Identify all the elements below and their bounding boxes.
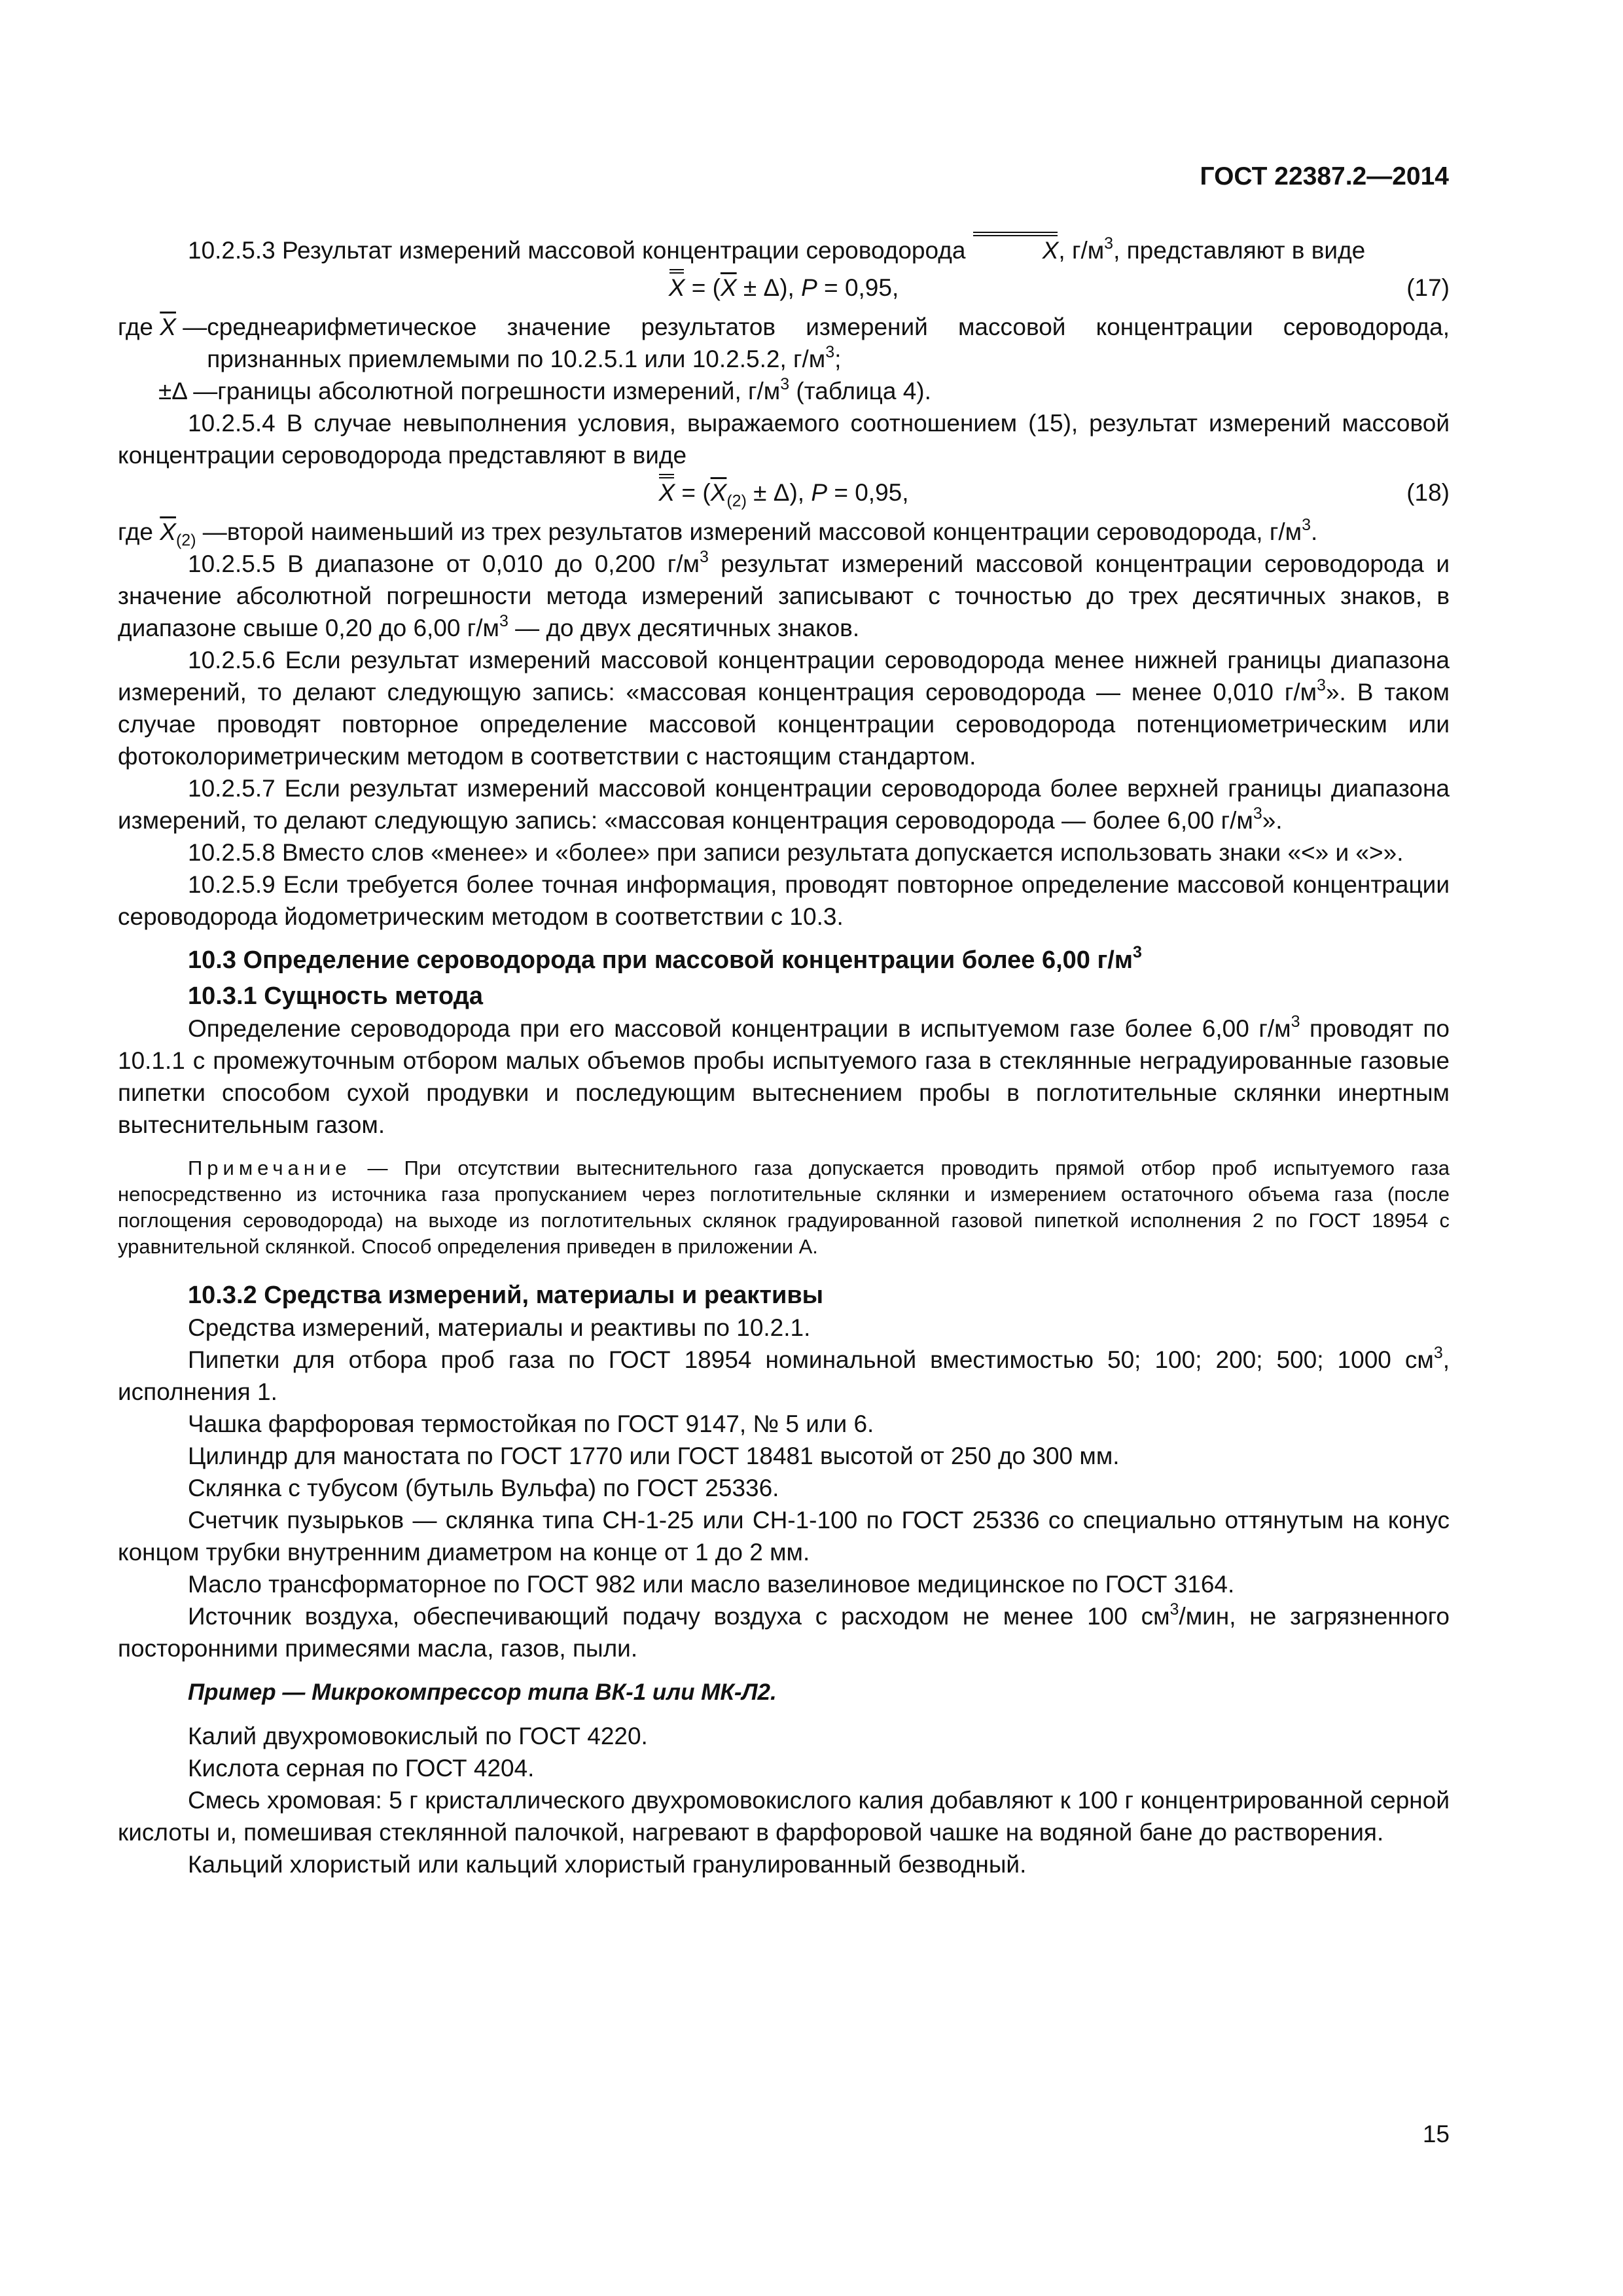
paragraph-10-2-5-3 (118, 234, 1450, 266)
list-item: Калий двухромовокислый по ГОСТ 4220. (188, 1723, 648, 1749)
paragraph-10-2-5-7 (118, 772, 1450, 836)
section-heading-10-3-2: 10.3.2 Средства измерений, материалы и реактивы (188, 1282, 824, 1309)
text: Определение сероводорода при его массовой концентрации в испытуемом газе более 6,00 г/м (188, 1015, 1291, 1042)
variable-p: P (801, 274, 817, 301)
text: результат измерений массовой концентрации сероводорода и значение абсолютной погрешности метода измерений записывают с точностью до трех десятичных знаков, в диапазоне свыше 0,20 до 6,00 г/м (118, 550, 1450, 641)
definition-term: ±Δ — (158, 378, 218, 404)
text: (таблица 4). (789, 378, 931, 404)
text: = 0,95, (817, 274, 899, 301)
note-text: — При отсутствии вытеснительного газа допускается проводить прямой отбор проб испытуемого газа непосредственно из источника газа пропусканием через поглотительные склянки и измерением остаточного объема газа (после поглощения сероводорода) на выходе из поглотительных склянок градуированной газовой пипеткой исполнения 2 по ГОСТ 18954 с уравнительной склянкой. Способ определения приведен в приложении А. (118, 1157, 1450, 1258)
formula-number: (17) (1406, 274, 1450, 301)
variable-x-bar: $\overline{X}$ (160, 518, 176, 545)
superscript: 3 (825, 342, 835, 361)
note (118, 1155, 1450, 1260)
list-item: Склянка с тубусом (бутыль Вульфа) по ГОСТ 25336. (188, 1475, 779, 1501)
text: 10.2.5.7 Если результат измерений массовой концентрации сероводорода более верхней границы диапазона измерений, то делают следующую запись: «массовая концентрация сероводорода — более 6,00 г/м (118, 775, 1450, 834)
page-number: 15 (1422, 2121, 1450, 2147)
superscript: 3 (1253, 804, 1262, 823)
text: 10.3 Определение сероводорода при массовой концентрации более 6,00 г/м (188, 946, 1133, 974)
subscript: (2) (726, 492, 747, 511)
text: , представляют в виде (1113, 237, 1366, 264)
superscript: 3 (1132, 943, 1142, 962)
list-item: Цилиндр для маностата по ГОСТ 1770 или ГОСТ 18481 высотой от 250 до 300 мм. (188, 1443, 1120, 1469)
text: , исполнения 1. (118, 1346, 1450, 1405)
text: ± Δ), (736, 274, 802, 301)
text: = 0,95, (827, 479, 909, 506)
text: = ( (675, 479, 711, 506)
superscript: 3 (1302, 515, 1311, 534)
variable-x-bar: $\overline{X}$ (710, 479, 727, 506)
definition-delta (118, 375, 1450, 407)
text: — (175, 314, 207, 340)
subscript: (2) (175, 531, 196, 550)
text: /мин, не загрязненного посторонними примесями масла, газов, пыли. (118, 1603, 1450, 1662)
variable-x-double-bar: X (669, 272, 685, 304)
text: второй наименьший из трех результатов измерений массовой концентрации сероводорода, г/м (226, 518, 1302, 545)
variable-x-double-bar: X (658, 476, 675, 509)
definition-x2 (118, 516, 1450, 548)
variable-x-bar: $\overline{X}$ (160, 314, 176, 340)
list-item (118, 1600, 1450, 1664)
superscript: 3 (1291, 1012, 1300, 1031)
list-item: Смесь хромовая: 5 г кристаллического двухромовокислого калия добавляют к 100 г концентрированной серной кислоты и, помешивая стеклянной палочкой, нагревают в фарфоровой чашке на водяной бане до растворения. (118, 1787, 1450, 1846)
text: 10.2.5.3 Результат измерений массовой концентрации сероводорода (188, 237, 972, 264)
list-item: Кислота серная по ГОСТ 4204. (188, 1755, 535, 1782)
text: Пипетки для отбора проб газа по ГОСТ 18954 номинальной вместимостью 50; 100; 200; 500; 1000 см (188, 1346, 1434, 1373)
paragraph-10-2-5-5 (118, 548, 1450, 644)
variable-x-bar: $\overline{X}$ (720, 274, 737, 301)
variable-p: P (811, 479, 828, 506)
text: 10.2.5.6 Если результат измерений массовой концентрации сероводорода менее нижней границы диапазона измерений, то делают следующую запись: «массовая концентрация сероводорода — менее 0,010 г/м (118, 647, 1450, 706)
text: где (118, 518, 160, 545)
document-header: ГОСТ 22387.2—2014 (1200, 162, 1449, 190)
text: . (1310, 518, 1318, 545)
text: ± Δ), (746, 479, 812, 506)
superscript: 3 (499, 611, 508, 630)
list-item: Средства измерений, материалы и реактивы по 10.2.1. (188, 1314, 811, 1341)
superscript: 3 (1433, 1343, 1443, 1362)
variable-x-double-bar: X (972, 234, 1059, 266)
text: границы абсолютной погрешности измерений, г/м (217, 378, 781, 404)
definition-x-bar (118, 311, 1450, 375)
note-label: Примечание (188, 1157, 351, 1179)
text: — до двух десятичных знаков. (508, 615, 860, 641)
paragraph-10-3-1 (118, 1013, 1450, 1141)
text: где (118, 314, 160, 340)
text: среднеарифметическое значение результатов измерений массовой концентрации сероводорода, признанных приемлемыми по 10.2.5.1 или 10.2.5.2, г/м (207, 314, 1450, 372)
superscript: 3 (1317, 675, 1326, 694)
definition-text (227, 516, 1450, 548)
text: ». В таком случае проводят повторное определение массовой концентрации сероводорода потенциометрическим или фотоколориметрическим методом в соответствии с настоящим стандартом. (118, 679, 1450, 770)
definition-text (217, 375, 1450, 407)
paragraph-10-2-5-8: 10.2.5.8 Вместо слов «менее» и «более» при записи результата допускается использовать знаки «<» и «>». (188, 839, 1404, 866)
page-content (118, 234, 1450, 1880)
list-item: Счетчик пузырьков — склянка типа СН-1-25 или СН-1-100 по ГОСТ 25336 со специально оттянутым на конус концом трубки внутренним диаметром на конце от 1 до 2 мм. (118, 1507, 1450, 1566)
formula-17 (118, 268, 1450, 310)
text: ; (834, 346, 842, 372)
superscript: 3 (699, 547, 709, 566)
formula-expression (118, 476, 1450, 509)
superscript: 3 (1169, 1600, 1179, 1619)
list-item: Кальций хлористый или кальций хлористый гранулированный безводный. (188, 1851, 1027, 1878)
formula-expression (118, 272, 1450, 304)
definition-term (118, 516, 227, 548)
text: 10.2.5.5 В диапазоне от 0,010 до 0,200 г/м (188, 550, 700, 577)
superscript: 3 (780, 374, 790, 393)
definition-text (207, 311, 1450, 375)
list-item: Масло трансформаторное по ГОСТ 982 или масло вазелиновое медицинское по ГОСТ 3164. (188, 1571, 1235, 1598)
text: ». (1262, 807, 1283, 834)
paragraph-10-2-5-6 (118, 644, 1450, 772)
list-item (118, 1344, 1450, 1408)
paragraph-10-2-5-4: 10.2.5.4 В случае невыполнения условия, выражаемого соотношением (15), результат измерений массовой концентрации сероводорода представляют в виде (118, 410, 1450, 469)
definition-term (118, 311, 207, 375)
text: , г/м (1058, 237, 1105, 264)
section-heading-10-3 (118, 944, 1450, 977)
text: Источник воздуха, обеспечивающий подачу воздуха с расходом не менее 100 см (188, 1603, 1170, 1630)
text: — (196, 518, 227, 545)
formula-18 (118, 473, 1450, 514)
text: проводят по 10.1.1 с промежуточным отбором малых объемов пробы испытуемого газа в стеклянные неградуированные газовые пипетки способом сухой продувки и последующим вытеснением пробы в поглотительные склянки инертным вытеснительным газом. (118, 1015, 1450, 1138)
example: Пример — Микрокомпрессор типа ВК-1 или МК-Л2. (188, 1679, 777, 1705)
formula-number: (18) (1406, 479, 1450, 506)
text: = ( (685, 274, 721, 301)
list-item: Чашка фарфоровая термостойкая по ГОСТ 9147, № 5 или 6. (188, 1410, 874, 1437)
paragraph-10-2-5-9: 10.2.5.9 Если требуется более точная информация, проводят повторное определение массовой концентрации сероводорода йодометрическим методом в соответствии с 10.3. (118, 871, 1450, 930)
superscript: 3 (1104, 234, 1114, 253)
section-heading-10-3-1: 10.3.1 Сущность метода (188, 982, 483, 1010)
